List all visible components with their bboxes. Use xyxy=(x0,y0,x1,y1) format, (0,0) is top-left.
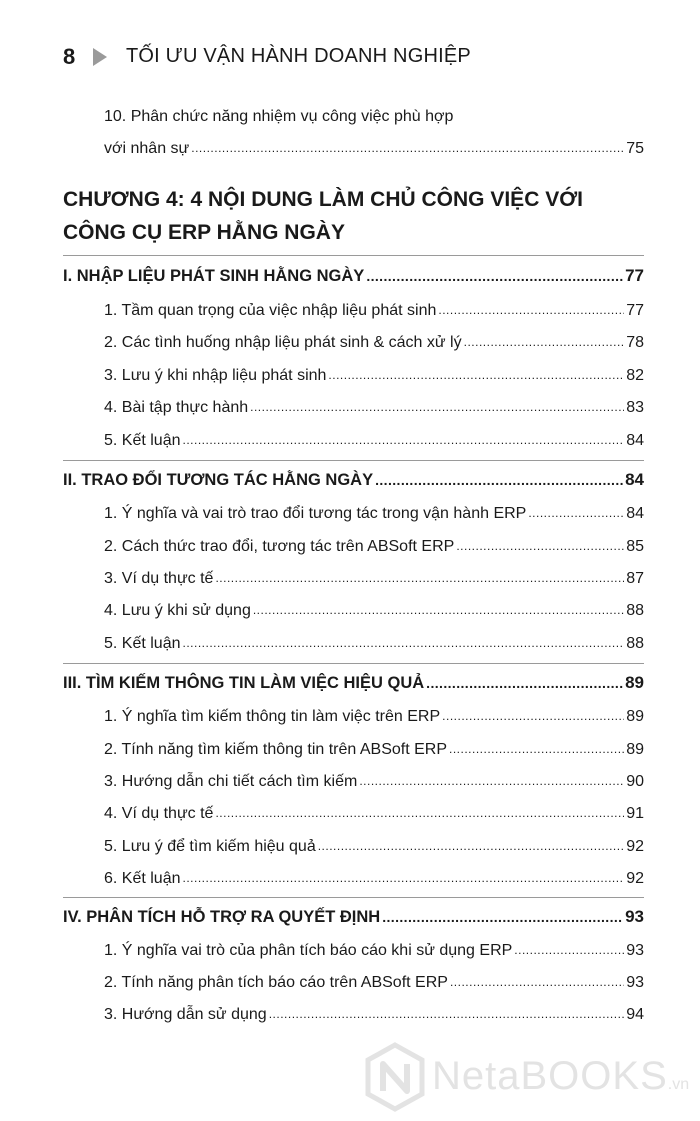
dot-leader xyxy=(438,303,624,320)
toc-entry-carryover[interactable] xyxy=(0,130,700,158)
toc-section-2[interactable] xyxy=(0,462,700,490)
page-number: 8 xyxy=(63,44,76,69)
dot-leader xyxy=(183,871,625,888)
toc-entry-page: 88 xyxy=(626,635,644,652)
toc-section-1[interactable] xyxy=(0,258,700,286)
toc-section-title: III. TÌM KIẾM THÔNG TIN LÀM VIỆC HIỆU QUẢ xyxy=(63,674,425,692)
dot-leader xyxy=(359,774,624,791)
section-divider xyxy=(63,897,644,898)
section-divider xyxy=(63,460,644,461)
toc-entry-label: 4. Ví dụ thực tế xyxy=(104,805,214,822)
toc-entry-page: 84 xyxy=(626,505,644,522)
dot-leader xyxy=(253,603,624,620)
toc-entry-page: 92 xyxy=(626,870,644,887)
toc-entry-label: 4. Lưu ý khi sử dụng xyxy=(104,602,251,619)
toc-entry-label: 5. Kết luận xyxy=(104,635,181,652)
dot-leader xyxy=(269,1007,625,1024)
toc-entry-page: 91 xyxy=(626,805,644,822)
toc-entry-label: 2. Tính năng phân tích báo cáo trên ABSoft ERP xyxy=(104,974,448,991)
toc-entry[interactable] xyxy=(0,495,700,523)
toc-section-3[interactable] xyxy=(0,665,700,693)
toc-entry[interactable] xyxy=(0,795,700,823)
toc-entry-label: 2. Cách thức trao đổi, tương tác trên ABSoft ERP xyxy=(104,538,455,555)
running-header xyxy=(0,40,700,74)
toc-entry-page: 83 xyxy=(626,399,644,416)
chapter-heading-line2: CÔNG CỤ ERP HẰNG NGÀY xyxy=(63,221,345,244)
watermark-text: NetaBOOKS.vn xyxy=(432,1054,690,1098)
toc-entry[interactable] xyxy=(0,357,700,385)
dot-leader xyxy=(514,943,624,960)
toc-entry-page: 77 xyxy=(626,302,644,319)
chapter-heading-line1: CHƯƠNG 4: 4 NỘI DUNG LÀM CHỦ CÔNG VIỆC VỚI xyxy=(63,188,583,211)
toc-entry[interactable] xyxy=(0,996,700,1024)
toc-entry-page: 93 xyxy=(626,942,644,959)
toc-entry[interactable] xyxy=(0,292,700,320)
toc-entry[interactable] xyxy=(0,389,700,417)
toc-entry[interactable] xyxy=(0,560,700,588)
toc-entry[interactable] xyxy=(0,592,700,620)
toc-entry-page: 82 xyxy=(626,367,644,384)
toc-entry[interactable] xyxy=(0,932,700,960)
toc-entry-carryover-line1: 10. Phân chức năng nhiệm vụ công việc phù hợp xyxy=(104,108,454,125)
toc-entry[interactable] xyxy=(0,731,700,759)
dot-leader xyxy=(442,709,624,726)
dot-leader xyxy=(375,472,623,490)
dot-leader xyxy=(183,636,625,653)
toc-entry[interactable] xyxy=(0,828,700,856)
toc-entry-label: 3. Ví dụ thực tế xyxy=(104,570,214,587)
dot-leader xyxy=(250,400,624,417)
netabooks-logo-icon xyxy=(364,1042,426,1112)
toc-entry[interactable] xyxy=(0,964,700,992)
toc-entry-page: 89 xyxy=(626,708,644,725)
dot-leader xyxy=(191,141,624,158)
toc-entry[interactable] xyxy=(0,422,700,450)
toc-entry-page: 93 xyxy=(626,974,644,991)
dot-leader xyxy=(449,742,624,759)
toc-section-page: 84 xyxy=(625,470,644,489)
dot-leader xyxy=(328,368,624,385)
toc-entry-page: 78 xyxy=(626,334,644,351)
dot-leader xyxy=(318,839,624,856)
running-title: TỐI ƯU VẬN HÀNH DOANH NGHIỆP xyxy=(126,45,471,67)
toc-entry-page: 84 xyxy=(626,432,644,449)
toc-entry-page: 87 xyxy=(626,570,644,587)
toc-entry-page: 94 xyxy=(626,1006,644,1023)
toc-entry-label: 2. Tính năng tìm kiếm thông tin trên ABSoft ERP xyxy=(104,741,447,758)
toc-entry[interactable] xyxy=(0,324,700,352)
dot-leader xyxy=(456,539,624,556)
toc-entry-label: 3. Hướng dẫn chi tiết cách tìm kiếm xyxy=(104,773,358,790)
chapter-heading xyxy=(63,183,663,249)
dot-leader xyxy=(215,806,624,823)
toc-entry-label: 1. Ý nghĩa tìm kiếm thông tin làm việc trên ERP xyxy=(104,708,441,725)
toc-entry-label: 3. Lưu ý khi nhập liệu phát sinh xyxy=(104,367,327,384)
toc-section-page: 77 xyxy=(625,266,644,285)
toc-entry[interactable] xyxy=(0,528,700,556)
dot-leader xyxy=(366,268,623,286)
dot-leader xyxy=(215,571,624,588)
dot-leader xyxy=(450,975,624,992)
toc-entry-page: 88 xyxy=(626,602,644,619)
toc-entry[interactable] xyxy=(0,763,700,791)
section-divider xyxy=(63,255,644,256)
toc-entry-label: 1. Tầm quan trọng của việc nhập liệu phát sinh xyxy=(104,302,437,319)
dot-leader xyxy=(382,909,623,927)
toc-entry-page: 90 xyxy=(626,773,644,790)
toc-section-4[interactable] xyxy=(0,899,700,927)
toc-entry-label: 2. Các tình huống nhập liệu phát sinh & cách xử lý xyxy=(104,334,462,351)
dot-leader xyxy=(528,506,624,523)
toc-entry-label: 1. Ý nghĩa và vai trò trao đổi tương tác trong vận hành ERP xyxy=(104,505,527,522)
toc-entry-label: 6. Kết luận xyxy=(104,870,181,887)
toc-entry-label: 5. Lưu ý để tìm kiếm hiệu quả xyxy=(104,838,316,855)
toc-entry-label: 5. Kết luận xyxy=(104,432,181,449)
toc-section-title: II. TRAO ĐỔI TƯƠNG TÁC HẰNG NGÀY xyxy=(63,471,374,489)
toc-entry-label: 1. Ý nghĩa vai trò của phân tích báo cáo khi sử dụng ERP xyxy=(104,942,513,959)
toc-entry-page: 89 xyxy=(626,741,644,758)
toc-entry[interactable] xyxy=(0,625,700,653)
toc-entry-label: với nhân sự xyxy=(104,140,190,157)
section-divider xyxy=(63,663,644,664)
toc-section-page: 93 xyxy=(625,907,644,926)
toc-entry-page: 92 xyxy=(626,838,644,855)
toc-entry-label: 3. Hướng dẫn sử dụng xyxy=(104,1006,267,1023)
watermark xyxy=(364,1042,700,1112)
toc-entry-label: 4. Bài tập thực hành xyxy=(104,399,249,416)
toc-section-title: IV. PHÂN TÍCH HỖ TRỢ RA QUYẾT ĐỊNH xyxy=(63,908,381,926)
dot-leader xyxy=(464,335,625,352)
dot-leader xyxy=(183,433,625,450)
toc-entry-page: 75 xyxy=(626,140,644,157)
toc-entry[interactable] xyxy=(0,698,700,726)
toc-entry[interactable] xyxy=(0,860,700,888)
toc-section-page: 89 xyxy=(625,673,644,692)
toc-section-title: I. NHẬP LIỆU PHÁT SINH HẰNG NGÀY xyxy=(63,267,365,285)
toc-entry-page: 85 xyxy=(626,538,644,555)
dot-leader xyxy=(426,675,623,693)
triangle-arrow-icon xyxy=(93,48,107,66)
